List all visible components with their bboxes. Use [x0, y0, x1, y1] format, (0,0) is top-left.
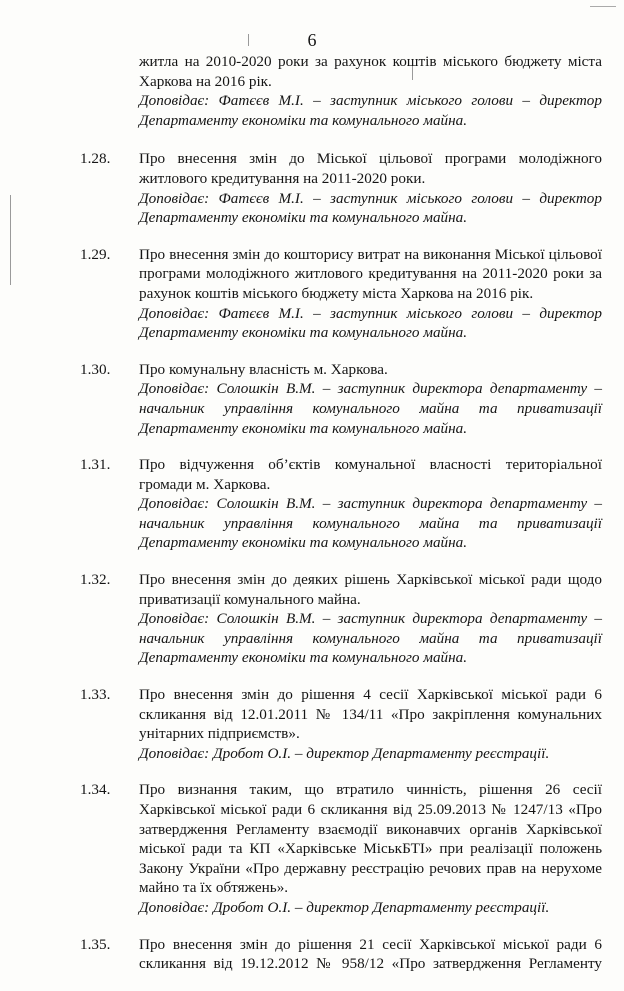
agenda-item-body — [139, 780, 602, 917]
agenda-item-number: 1.30. — [80, 360, 111, 378]
agenda-item-1-29 — [80, 245, 602, 343]
agenda-item-speaker: Доповідає: Фатєєв М.І. – заступник міського голови – директор Департаменту економіки та комунального майна. — [139, 92, 602, 129]
agenda-item-speaker: Доповідає: Фатєєв М.І. – заступник міського голови – директор Департаменту економіки та комунального майна. — [139, 189, 602, 227]
agenda-item-number: 1.35. — [80, 935, 111, 953]
agenda-item-number: 1.34. — [80, 781, 111, 799]
agenda-item-number: 1.32. — [80, 571, 111, 589]
agenda-item-body — [139, 360, 602, 438]
agenda-item-1-34 — [80, 780, 602, 917]
agenda-item-speaker: Доповідає: Солошкін В.М. – заступник директора департаменту – начальник управління комунального майна та приватизації Департаменту економіки та комунального майна. — [139, 610, 602, 667]
agenda-item-title: Про внесення змін до кошторису витрат на виконання Міської цільової програми молодіжного житлового кредитування на 2011-2020 роки за рахунок коштів міського бюджету міста Харкова на 2016 рік. — [139, 245, 602, 302]
agenda-item-title: житла на 2010-2020 роки за рахунок коштів міського бюджету міста Харкова на 2016 рік. — [139, 53, 602, 90]
agenda-item-number: 1.33. — [80, 686, 111, 704]
scan-artifact — [10, 195, 11, 285]
agenda-item-body — [139, 52, 602, 130]
agenda-item-speaker: Доповідає: Дробот О.І. – директор Департаменту реєстрації. — [139, 898, 550, 916]
agenda-item-1-35 — [80, 935, 602, 974]
agenda-item-title: Про внесення змін до Міської цільової програми молодіжного житлового кредитування на 2011-2020 роки. — [139, 150, 602, 187]
agenda-item-body — [139, 245, 602, 343]
agenda-item-speaker: Доповідає: Фатєєв М.І. – заступник міського голови – директор Департаменту економіки та комунального майна. — [139, 304, 602, 342]
agenda-item-number: 1.31. — [80, 456, 111, 474]
scan-artifact — [590, 6, 616, 7]
agenda-item-speaker: Доповідає: Дробот О.І. – директор Департаменту реєстрації. — [139, 744, 550, 762]
agenda-item-1-30 — [80, 360, 602, 438]
agenda-item-body — [139, 935, 602, 974]
agenda-list — [80, 52, 602, 991]
agenda-item-body — [139, 455, 602, 553]
agenda-item-title: Про визнання таким, що втратило чинність, рішення 26 сесії Харківської міської ради 6 скликання від 25.09.2013 № 1247/13 «Про затвердження Регламенту взаємодії виконавчих органів Харківської міської ради та КП «Харківське МіськБТІ» при реалізації положень Закону України «Про державну реєстрацію речових прав на нерухоме майно та їх обтяжень». — [139, 781, 602, 897]
agenda-item-body — [139, 685, 602, 763]
agenda-item-speaker: Доповідає: Солошкін В.М. – заступник директора департаменту – начальник управління комунального майна та приватизації Департаменту економіки та комунального майна. — [139, 495, 602, 552]
page-number: 6 — [307, 30, 317, 50]
agenda-item-1-32 — [80, 570, 602, 668]
agenda-item-title: Про внесення змін до рішення 4 сесії Харківської міської ради 6 скликання від 12.01.2011 № 134/11 «Про закріплення комунальних унітарних підприємств». — [139, 686, 602, 743]
agenda-item-title: Про внесення змін до рішення 21 сесії Харківської міської ради 6 скликання від 19.12.2012 № 958/12 «Про затвердження Регламенту — [139, 935, 602, 973]
agenda-item-body — [139, 570, 602, 668]
agenda-item-title: Про внесення змін до деяких рішень Харківської міської ради щодо приватизації комунального майна. — [139, 571, 602, 608]
agenda-item-number: 1.29. — [80, 245, 111, 263]
agenda-item-1-31 — [80, 455, 602, 553]
agenda-item-body — [139, 149, 602, 227]
agenda-item-title: Про комунальну власність м. Харкова. — [139, 360, 388, 378]
agenda-item-number: 1.28. — [80, 150, 111, 168]
agenda-item-speaker: Доповідає: Солошкін В.М. – заступник директора департаменту – начальник управління комунального майна та приватизації Департаменту економіки та комунального майна. — [139, 380, 602, 437]
agenda-item-1-33 — [80, 685, 602, 763]
agenda-item-continuation — [80, 52, 602, 130]
agenda-item-title: Про відчуження об’єктів комунальної власності територіальної громади м. Харкова. — [139, 456, 602, 493]
agenda-item-1-28 — [80, 149, 602, 227]
